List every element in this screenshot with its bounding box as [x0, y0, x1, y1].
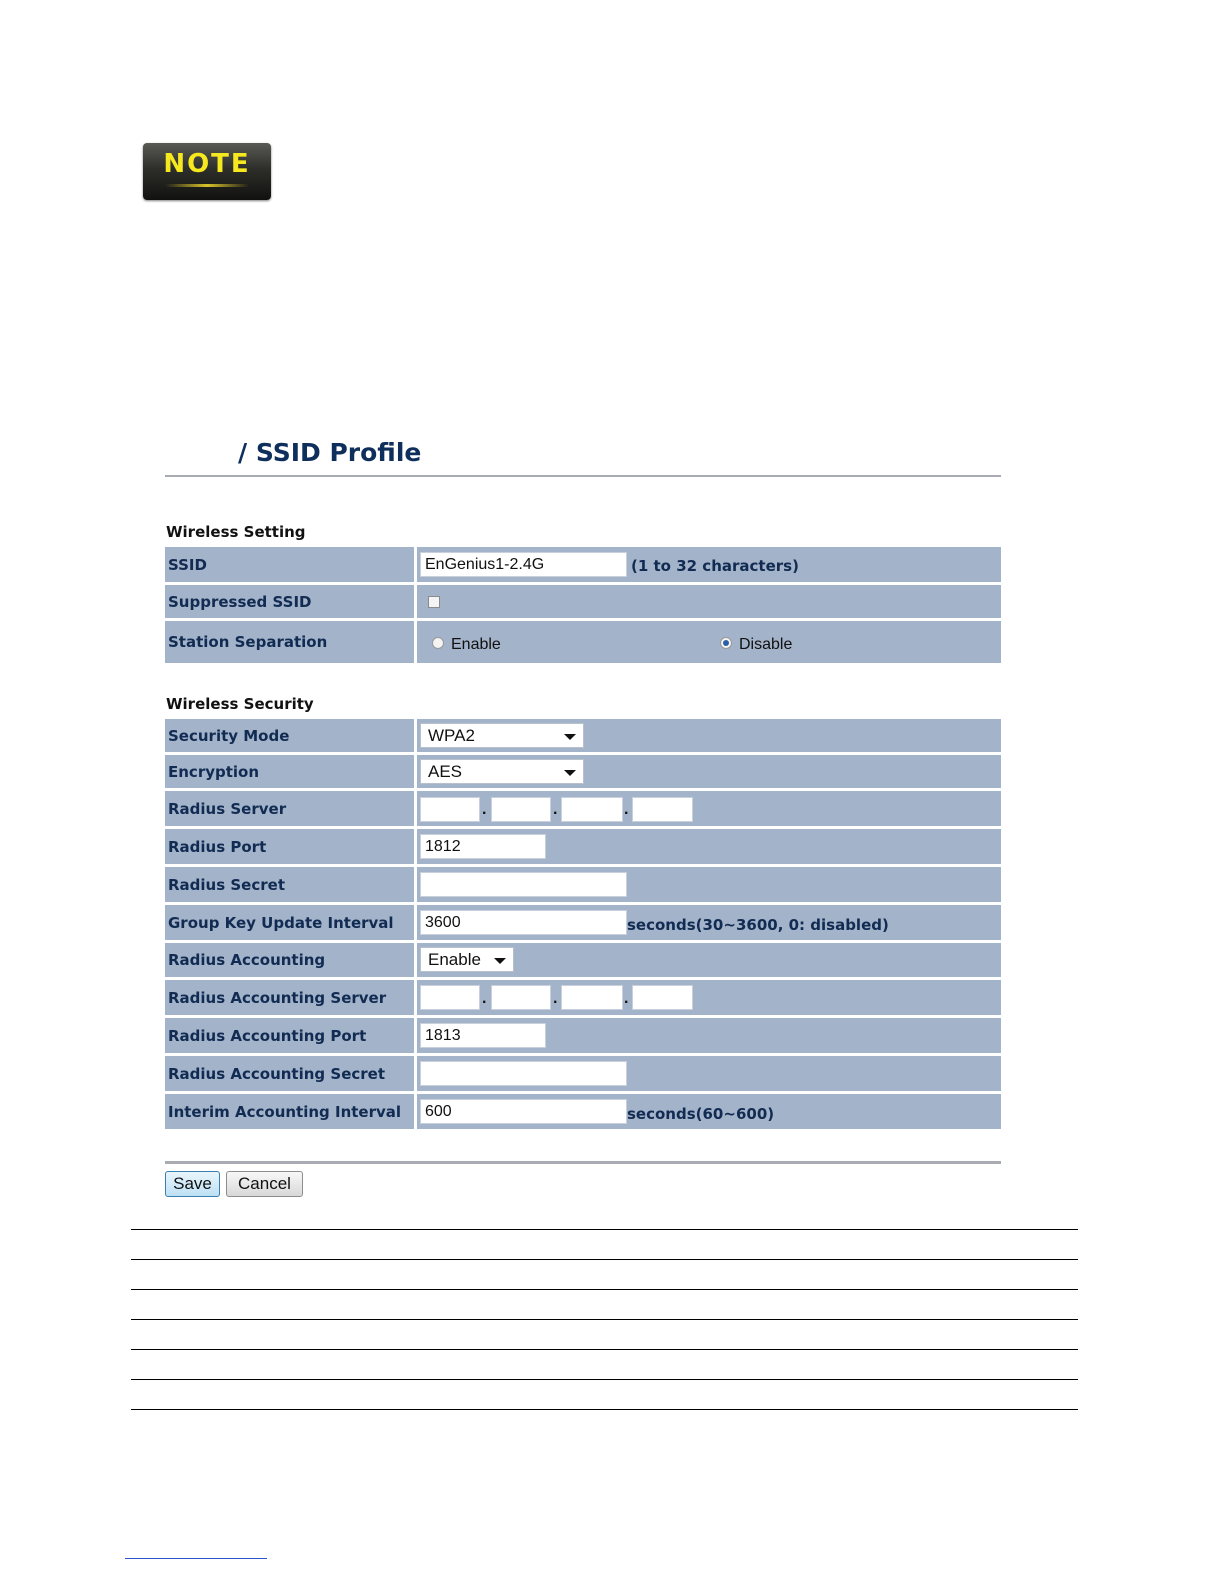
table-line — [131, 1409, 1078, 1410]
ssid-label: SSID — [168, 555, 207, 574]
radius-accounting-server-octet-2[interactable] — [491, 985, 551, 1010]
footer-link-underline — [125, 1558, 267, 1559]
radius-secret-label: Radius Secret — [168, 875, 285, 894]
security-mode-value: WPA2 — [428, 726, 475, 745]
radius-accounting-value: Enable — [428, 950, 481, 969]
radius-accounting-secret-row — [165, 1056, 1001, 1091]
encryption-row — [165, 755, 1001, 788]
group-key-update-interval-hint: seconds(30~3600, 0: disabled) — [627, 916, 889, 934]
radius-accounting-server-octet-4[interactable] — [632, 985, 693, 1010]
chevron-down-icon — [564, 770, 576, 776]
radius-server-label: Radius Server — [168, 799, 287, 818]
radius-server-octet-3[interactable] — [561, 797, 623, 822]
ssid-hint: (1 to 32 characters) — [631, 557, 799, 575]
group-key-update-interval-label: Group Key Update Interval — [168, 913, 394, 932]
encryption-value: AES — [428, 762, 463, 781]
note-badge — [143, 143, 271, 200]
page-title: / SSID Profile — [238, 438, 422, 467]
title-divider — [165, 475, 1001, 477]
radius-accounting-label: Radius Accounting — [168, 951, 326, 969]
ip-dot: . — [624, 990, 629, 1007]
radius-accounting-secret-label: Radius Accounting Secret — [168, 1064, 385, 1083]
encryption-label: Encryption — [168, 762, 260, 781]
table-line — [131, 1349, 1078, 1350]
note-badge-glow — [165, 184, 249, 187]
table-line — [131, 1379, 1078, 1380]
wireless-security-heading: Wireless Security — [166, 695, 314, 713]
encryption-select[interactable] — [420, 759, 584, 784]
radius-accounting-server-label: Radius Accounting Server — [168, 988, 387, 1007]
station-separation-disable-label: Disable — [739, 636, 793, 653]
radius-port-row — [165, 829, 1001, 864]
table-line — [131, 1229, 1078, 1230]
radius-accounting-server-octet-1[interactable] — [420, 985, 480, 1010]
suppressed-ssid-row — [165, 585, 1001, 618]
radius-accounting-port-label: Radius Accounting Port — [168, 1026, 367, 1045]
table-line — [131, 1259, 1078, 1260]
radius-server-octet-1[interactable] — [420, 797, 480, 822]
radius-accounting-row — [165, 943, 1001, 977]
interim-accounting-interval-label: Interim Accounting Interval — [168, 1102, 402, 1121]
ip-dot: . — [624, 801, 629, 818]
station-separation-enable-label: Enable — [451, 636, 501, 653]
security-mode-select[interactable] — [420, 723, 584, 748]
station-separation-row — [165, 621, 1001, 663]
ip-dot: . — [482, 801, 487, 818]
radius-port-input[interactable]: 1812 — [420, 834, 546, 859]
radius-server-row — [165, 791, 1001, 826]
cancel-button[interactable]: Cancel — [226, 1171, 303, 1197]
station-separation-enable-radio[interactable] — [432, 637, 444, 649]
radius-accounting-port-row — [165, 1018, 1001, 1053]
radius-server-octet-4[interactable] — [632, 797, 693, 822]
group-key-update-interval-input[interactable]: 3600 — [420, 910, 627, 935]
radius-secret-row — [165, 867, 1001, 902]
station-separation-label: Station Separation — [168, 633, 328, 651]
suppressed-ssid-checkbox[interactable] — [428, 596, 440, 608]
radius-accounting-server-row — [165, 980, 1001, 1015]
security-mode-label: Security Mode — [168, 726, 290, 745]
interim-accounting-interval-hint: seconds(60~600) — [627, 1105, 775, 1123]
wireless-setting-heading: Wireless Setting — [166, 523, 306, 541]
chevron-down-icon — [494, 958, 506, 964]
suppressed-ssid-label: Suppressed SSID — [168, 592, 312, 611]
ip-dot: . — [482, 990, 487, 1007]
table-line — [131, 1319, 1078, 1320]
table-line — [131, 1289, 1078, 1290]
form-bottom-divider — [165, 1161, 1001, 1164]
security-mode-row — [165, 719, 1001, 752]
ssid-input[interactable]: EnGenius1-2.4G — [420, 552, 627, 577]
note-badge-text: NOTE — [163, 149, 251, 179]
radius-accounting-secret-input[interactable] — [420, 1061, 627, 1086]
ip-dot: . — [553, 801, 558, 818]
chevron-down-icon — [564, 734, 576, 740]
ssid-row — [165, 547, 1001, 582]
ip-dot: . — [553, 990, 558, 1007]
radius-accounting-server-octet-3[interactable] — [561, 985, 623, 1010]
station-separation-disable-radio[interactable] — [720, 637, 732, 649]
radius-port-label: Radius Port — [168, 837, 267, 856]
group-key-update-interval-row — [165, 905, 1001, 940]
radius-accounting-port-input[interactable]: 1813 — [420, 1023, 546, 1048]
save-button[interactable]: Save — [165, 1171, 220, 1197]
interim-accounting-interval-input[interactable]: 600 — [420, 1099, 627, 1124]
radius-server-octet-2[interactable] — [491, 797, 551, 822]
radius-secret-input[interactable] — [420, 872, 627, 897]
radius-accounting-select[interactable] — [420, 947, 514, 972]
interim-accounting-interval-row — [165, 1094, 1001, 1129]
